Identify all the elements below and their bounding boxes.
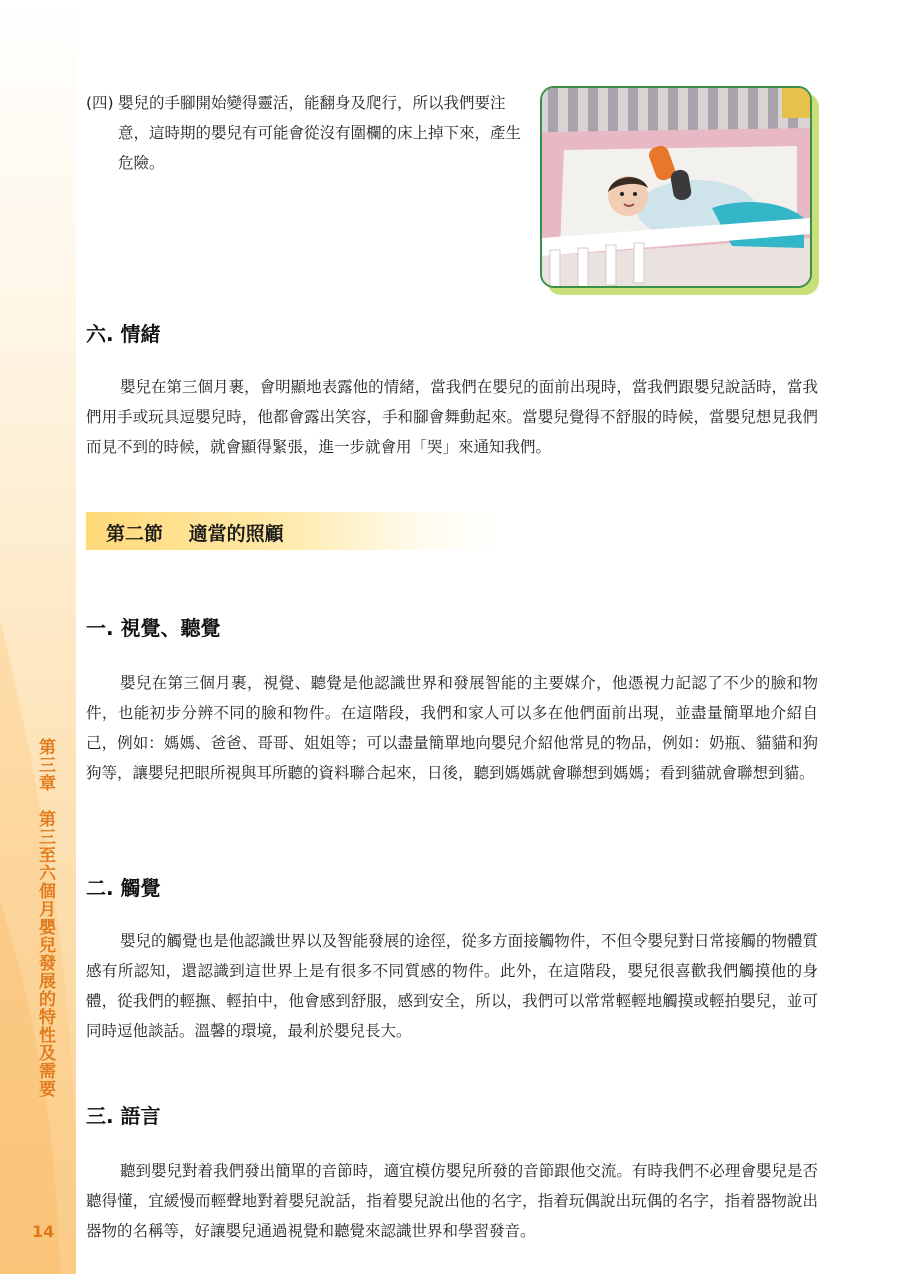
- section-heading-language: 三. 語言: [86, 1104, 161, 1128]
- list-item-number: (四): [86, 94, 114, 112]
- paragraph-language: 聽到嬰兒對着我們發出簡單的音節時，適宜模仿嬰兒所發的音節跟他交流。有時我們不必理會嬰兒是否聽得懂，宜緩慢而輕聲地對着嬰兒說話，指着嬰兒說出他的名字，指着玩偶說出玩偶的名字，指着器物說出器物的名稱等，好讓嬰兒通過視覺和聽覺來認識世界和學習發音。: [86, 1162, 818, 1240]
- section-banner: [86, 512, 506, 550]
- page-number: 14: [32, 1222, 55, 1241]
- chapter-label: 第三章 第三至六個月嬰兒發展的特性及需要: [35, 738, 55, 1098]
- paragraph-touch: 嬰兒的觸覺也是他認識世界以及智能發展的途徑，從多方面接觸物件，不但令嬰兒對日常接觸的物體質感有所認知，還認識到這世界上是有很多不同質感的物件。此外，在這階段，嬰兒很喜歡我們觸摸他的身體，從我們的輕撫、輕拍中，他會感到舒服，感到安全，所以，我們可以常常輕輕地觸摸或輕拍嬰兒，並可同時逗他談話。溫馨的環境，最利於嬰兒長大。: [86, 932, 818, 1040]
- list-item-four: [86, 88, 526, 178]
- paragraph-emotion: 嬰兒在第三個月裹，會明顯地表露他的情緒，當我們在嬰兒的面前出現時，當我們跟嬰兒說話時，當我們用手或玩具逗嬰兒時，他都會露出笑容，手和腳會舞動起來。當嬰兒覺得不舒服的時候，當嬰兒想見我們而見不到的時候，就會顯得緊張，進一步就會用「哭」來通知我們。: [86, 378, 818, 456]
- paragraph-vision-hearing: 嬰兒在第三個月裹，視覺、聽覺是他認識世界和發展智能的主要媒介，他憑視力記認了不少的臉和物件，也能初步分辨不同的臉和物件。在這階段，我們和家人可以多在他們面前出現，並盡量簡單地介紹自己，例如：媽媽、爸爸、哥哥、姐姐等；可以盡量簡單地向嬰兒介紹他常見的物品，例如：奶瓶、貓貓和狗狗等，讓嬰兒把眼所視與耳所聽的資料聯合起來，日後，聽到媽媽就會聯想到媽媽；看到貓就會聯想到貓。: [86, 674, 818, 782]
- list-item-text: 嬰兒的手腳開始變得靈活，能翻身及爬行，所以我們要注意，這時期的嬰兒有可能會從沒有圍欄的床上掉下來，產生危險。: [118, 94, 522, 172]
- crib-illustration: [542, 88, 810, 286]
- section-heading-vision-hearing: 一. 視覺、聽覺: [86, 616, 221, 640]
- section-heading-emotion: 六. 情緒: [86, 322, 161, 346]
- section-heading-touch: 二. 觸覺: [86, 876, 161, 900]
- section-banner-title: 第二節 適當的照顧: [106, 523, 284, 545]
- baby-in-crib-photo: [540, 86, 812, 288]
